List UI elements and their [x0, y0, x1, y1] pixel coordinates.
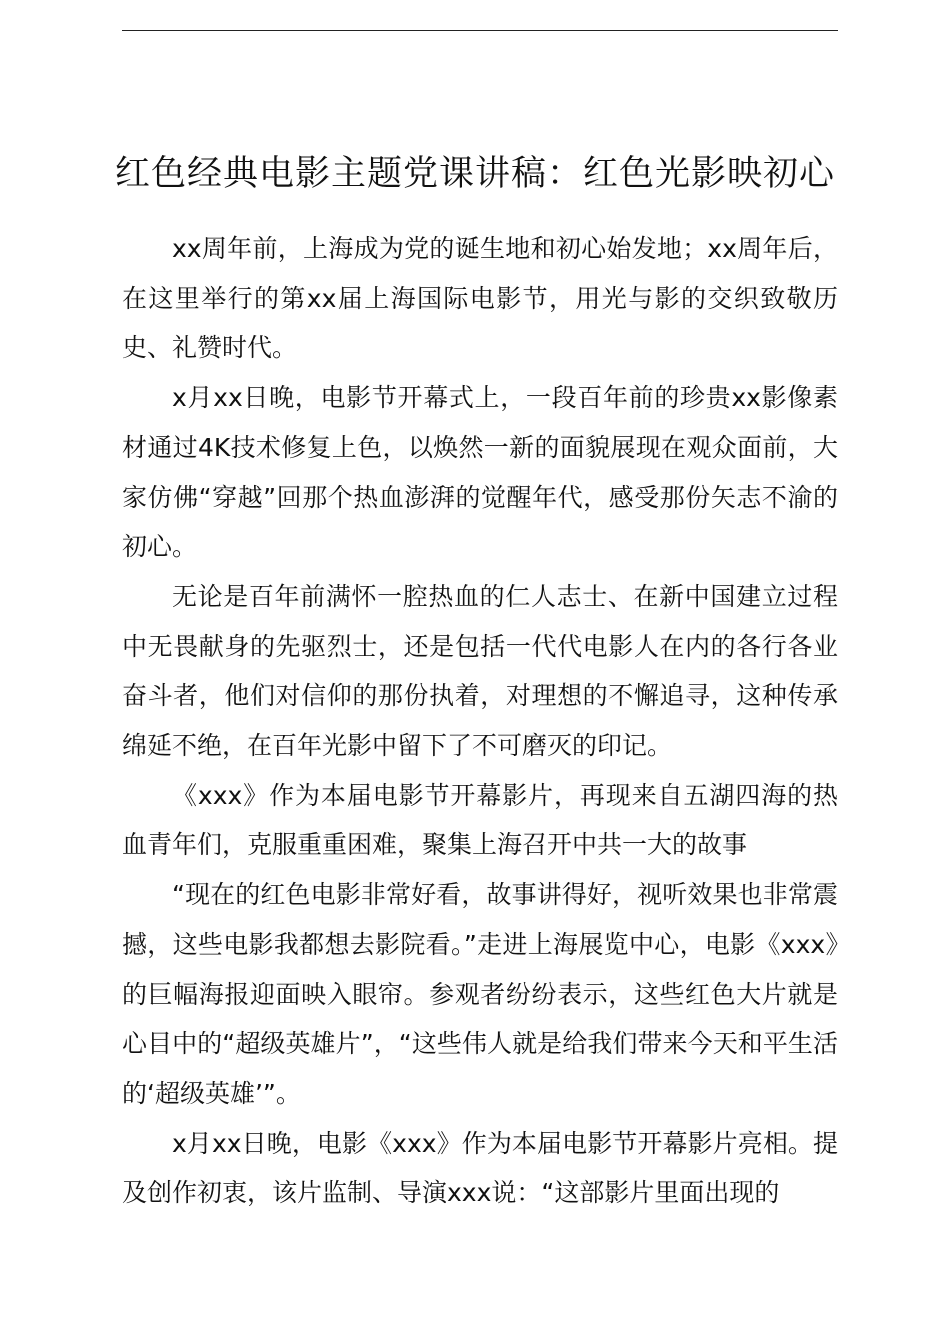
paragraph-1: xx周年前，上海成为党的诞生地和初心始发地；xx周年后，在这里举行的第xx届上海国际电影节，用光与影的交织致敬历史、礼赞时代。 — [122, 234, 838, 363]
document-title: 红色经典电影主题党课讲稿：红色光影映初心 — [114, 154, 835, 194]
paragraph-6: x月xx日晚，电影《xxx》作为本届电影节开幕影片亮相。提及创作初衷，该片监制、导演xxx说：“这部影片里面出现的 — [122, 1128, 838, 1208]
paragraph-5: “现在的红色电影非常好看，故事讲得好，视听效果也非常震撼，这些电影我都想去影院看。”走进上海展览中心，电影《xxx》的巨幅海报迎面映入眼帘。参观者纷纷表示，这些红色大片就是心目中的“超级英雄片”，“这些伟人就是给我们带来今天和平生活的‘超级英雄’”。 — [122, 880, 838, 1108]
document-body — [122, 224, 838, 1218]
paragraph-4: 《xxx》作为本届电影节开幕影片，再现来自五湖四海的热血青年们，克服重重困难，聚集上海召开中共一大的故事 — [122, 780, 838, 860]
header-rule — [122, 30, 838, 31]
paragraph-3: 无论是百年前满怀一腔热血的仁人志士、在新中国建立过程中无畏献身的先驱烈士，还是包括一代代电影人在内的各行各业奋斗者，他们对信仰的那份执着，对理想的不懈追寻，这种传承绵延不绝，在百年光影中留下了不可磨灭的印记。 — [122, 581, 838, 761]
paragraph-2: x月xx日晚，电影节开幕式上，一段百年前的珍贵xx影像素材通过4K技术修复上色，以焕然一新的面貌展现在观众面前，大家仿佛“穿越”回那个热血澎湃的觉醒年代，感受那份矢志不渝的初心。 — [122, 383, 838, 562]
